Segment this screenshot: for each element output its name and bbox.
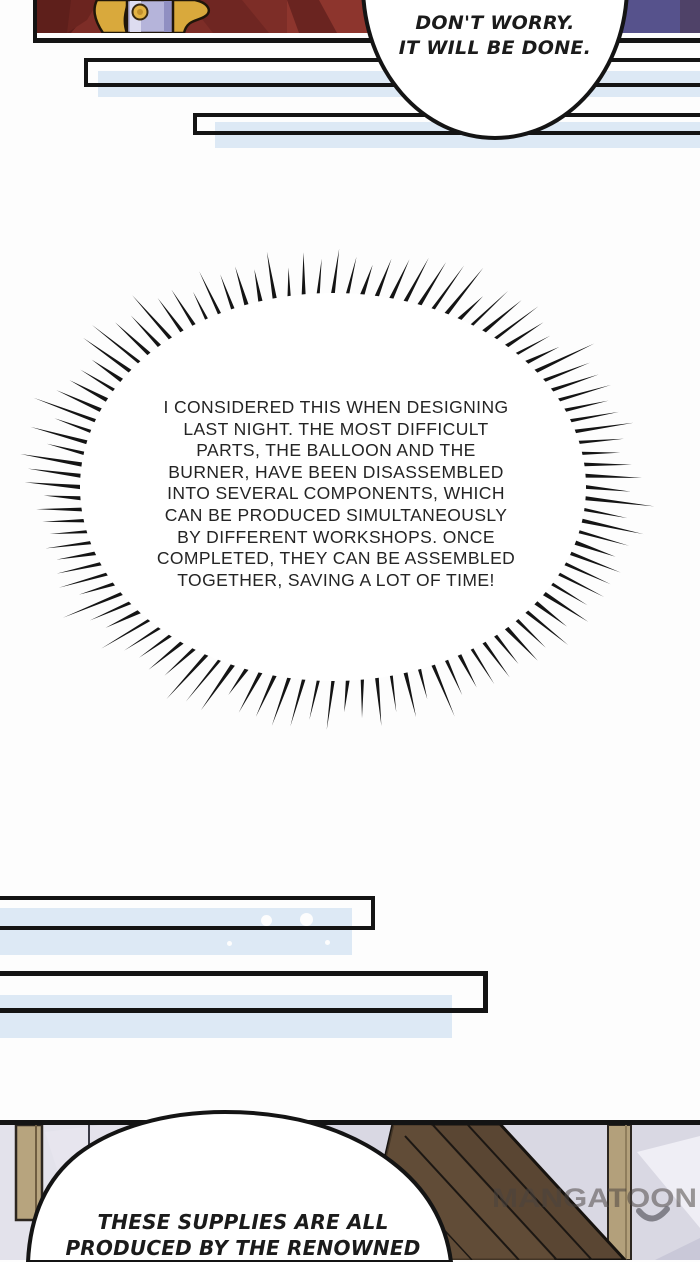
sparkle-dot <box>300 913 313 926</box>
speech-bubble-top-text <box>361 11 629 61</box>
sparkle-dot <box>261 915 272 926</box>
sparkle-dot <box>227 941 232 946</box>
burst-line: I CONSIDERED THIS WHEN DESIGNING <box>163 397 509 417</box>
sparkle-dot <box>325 940 330 945</box>
speech-line: THESE SUPPLIES ARE ALL <box>97 1210 389 1234</box>
burst-line: LAST NIGHT. THE MOST DIFFICULT <box>183 418 489 439</box>
step-frame-bottom-1 <box>0 896 375 930</box>
burst-bubble-text <box>80 397 592 591</box>
burst-line: BURNER, HAVE BEEN DISASSEMBLED <box>168 461 504 482</box>
step-frame-bottom-2 <box>0 971 488 1013</box>
watermark-text: MANGATOON <box>492 1183 697 1213</box>
burst-line: TOGETHER, SAVING A LOT OF TIME! <box>177 569 495 590</box>
speech-line: PRODUCED BY THE RENOWNED <box>65 1236 421 1260</box>
burst-line: BY DIFFERENT WORKSHOPS. ONCE <box>177 526 495 547</box>
burst-line: COMPLETED, THEY CAN BE ASSEMBLED <box>156 548 516 569</box>
speech-line: IT WILL BE DONE. <box>398 37 592 59</box>
burst-line: INTO SEVERAL COMPONENTS, WHICH <box>167 483 505 504</box>
speech-bubble-bottom-text <box>33 1209 453 1261</box>
burst-line: CAN BE PRODUCED SIMULTANEOUSLY <box>164 504 508 525</box>
speech-line: DON'T WORRY. <box>415 12 575 34</box>
burst-line: PARTS, THE BALLOON AND THE <box>196 440 476 461</box>
